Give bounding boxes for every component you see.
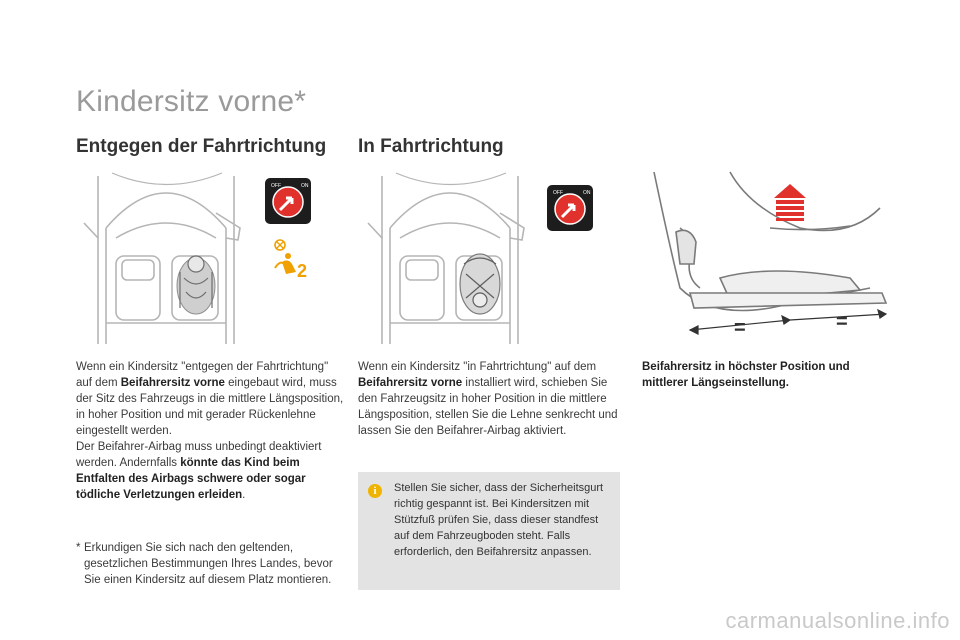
airbag-off-label-2: OFF: [553, 190, 563, 196]
footnote: [76, 540, 346, 588]
airbag-on-label: ON: [301, 183, 309, 189]
footnote-text: Erkundigen Sie sich nach den geltenden, gesetzlichen Bestimmungen Ihres Landes, bevor Sie einen Kindersitz auf diesem Platz montieren.: [84, 542, 333, 586]
airbag-on-label-2: ON: [583, 190, 591, 196]
rear-facing-instructions: Wenn ein Kindersitz "entgegen der Fahrtrichtung" auf dem Beifahrersitz vorne eingebaut wird, muss der Sitz des Fahrzeugs in die mittlere Längsposition, in hoher Position und mit gerader Rückenlehne eingestellt werden. Der Beifahrer-Airbag muss unbedingt deaktiviert werden. Andernfalls könnte das Kind beim Entfalten des Airbags schwere oder sogar tödliche Verletzungen erleiden.: [76, 361, 344, 501]
page-title: Kindersitz vorne*: [76, 85, 307, 118]
watermark: carmanualsonline.info: [725, 608, 950, 633]
info-box-text: Stellen Sie sicher, dass der Sicherheitsgurt richtig gespannt ist. Bei Kindersitzen mit Stützfuß prüfen Sie, dass dieser standfest auf dem Fahrzeugboden steht. Falls erforderlich, den Beifahrersitz anpassen.: [394, 482, 604, 558]
section-heading-forward-facing: In Fahrtrichtung: [358, 136, 504, 157]
airbag-off-label: OFF: [271, 183, 281, 189]
info-icon: i: [368, 484, 382, 498]
footnote-marker: *: [76, 542, 81, 554]
seat-side-view-diagram: [650, 168, 896, 344]
seat-position-caption: Beifahrersitz in höchster Position und mittlerer Längseinstellung.: [642, 361, 850, 389]
info-box: [358, 472, 620, 590]
passenger-airbag-warning-icon: [272, 238, 312, 280]
equals-marker-2: =: [836, 311, 848, 333]
airbag-off-switch-icon: [264, 177, 312, 225]
section-heading-rear-facing: Entgegen der Fahrtrichtung: [76, 136, 327, 157]
equals-marker-1: =: [734, 317, 746, 339]
forward-facing-instructions: Wenn ein Kindersitz "in Fahrtrichtung" auf dem Beifahrersitz vorne installiert wird, schieben Sie den Fahrzeugsitz in hoher Position in die mittlere Längsposition, stellen Sie die Lehne senkrecht und lassen Sie den Beifahrer-Airbag aktiviert.: [358, 361, 618, 437]
airbag-number: 2: [297, 261, 308, 280]
airbag-on-switch-icon: [546, 184, 594, 232]
